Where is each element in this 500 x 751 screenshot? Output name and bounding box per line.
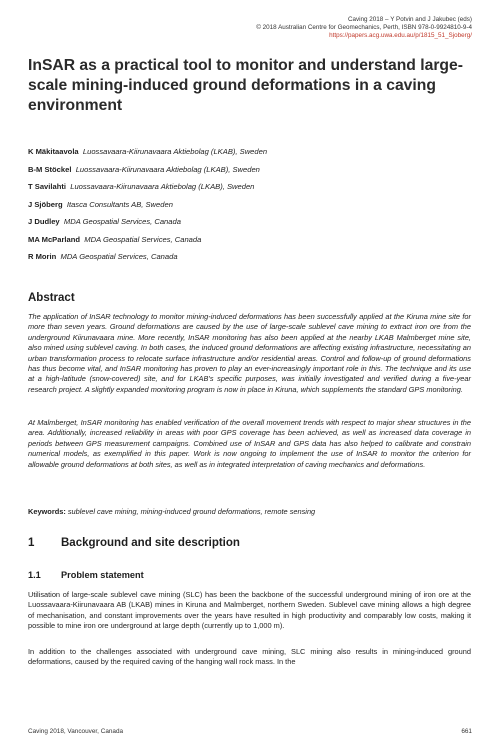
body-paragraph-2: In addition to the challenges associated with underground cave mining, SLC mining also results in mining-induced ground deformations, caused by the required caving of the hanging wall rock mass. In the [28, 647, 471, 667]
author-affiliation: MDA Geospatial Services, Canada [63, 217, 181, 226]
author-name: K Mäkitaavola [28, 147, 79, 156]
author-affiliation: Luossavaara-Kiirunavaara Aktiebolag (LKAB), Sweden [82, 147, 268, 156]
author-entry [28, 231, 472, 249]
paper-title: InSAR as a practical tool to monitor and understand large-scale mining-induced ground deformations in a caving environment [28, 57, 463, 114]
subsection-title: Problem statement [61, 570, 144, 580]
author-name: J Dudley [28, 217, 60, 226]
author-name: J Sjöberg [28, 199, 63, 209]
author-entry [28, 248, 472, 266]
abstract-heading: Abstract [28, 292, 75, 304]
author-entry [28, 178, 472, 196]
author-entry [28, 143, 472, 161]
keywords-text: sublevel cave mining, mining-induced ground deformations, remote sensing [67, 507, 316, 516]
section-title: Background and site description [61, 537, 240, 549]
keywords-line [28, 507, 471, 517]
author-affiliation: Luossavaara-Kiirunavaara Aktiebolag (LKAB), Sweden [70, 182, 255, 191]
footer-conference: Caving 2018, Vancouver, Canada [28, 728, 124, 735]
author-affiliation: Luossavaara-Kiirunavaara Aktiebolag (LKAB), Sweden [75, 164, 260, 174]
author-list [28, 143, 472, 266]
author-entry [28, 196, 472, 214]
body-paragraph-1: Utilisation of large-scale sublevel cave mining (SLC) has been the backbone of the successful underground mining of iron ore at the Luossavaara-Kiirunavaara AB (LKAB) mines in Kiruna and Malmberget, northern Sweden. Sublevel cave mining allows a high degree of mechanisation, and constant improvements over the years have resulted in high productivity and comparably low costs, making it possible to mine iron ore underground at large depth (currently up to 1,000 m). [28, 590, 471, 631]
subsection-number: 1.1 [28, 570, 41, 580]
author-affiliation: MDA Geospatial Services, Canada [60, 252, 178, 261]
author-entry [28, 161, 472, 179]
section-number: 1 [28, 537, 35, 549]
author-name: T Savilahti [28, 182, 66, 191]
page-number: 661 [461, 728, 472, 735]
subsection-1-1-heading [28, 570, 144, 580]
keywords-label: Keywords: [28, 507, 66, 516]
author-affiliation: Itasca Consultants AB, Sweden [66, 199, 173, 209]
abstract-paragraph-2: At Malmberget, InSAR monitoring has enabled verification of the overall movement trends with respect to major shear structures in the area. Additionally, increased reliability in areas with poor GPS coverage has been achieved, as well as increased data coverage in periods between GPS measurement campaigns. Combined use of InSAR and GPS data has also helped to calibrate and constrain numerical models, as exemplified in this paper. Work is now ongoing to implement the use of InSAR to monitor the criterion for allowable ground deformations at both sites, as well as in integrated interpretation of caving mechanics and deformations. [28, 418, 471, 469]
author-name: B-M Stöckel [28, 164, 72, 174]
abstract-paragraph-1: The application of InSAR technology to monitor mining-induced deformations has been successfully applied at the Kiruna mine site for more than seven years. Ground deformations are caused by the use of large-scale sublevel cave mining to extract iron ore from the underground Kiirunavaara mine. More recently, InSAR monitoring has also been applied at the nearby LKAB Malmberget mine site, also mined using sublevel caving. In both cases, the induced ground deformations are affecting existing infrastructure, necessitating an urban transformation process to relocate surface infrastructure and/or residential areas. Control and follow-up of ground deformations has thus become vital, and InSAR monitoring has proven to play an ever-increasingly important role in this. The technique and its use at a high-latitude (snow-covered) site, and for LKAB's specific purposes, was initially investigated and verified during a five-year research project. A slightly expanded monitoring program is now in place in Kiruna, which supplements the standard GPS monitoring. [28, 312, 471, 394]
header-line-1: Caving 2018 – Y Potvin and J Jakubec (eds) [347, 16, 472, 23]
header-url-link[interactable]: https://papers.acg.uwa.edu.au/p/1815_51_Sjoberg/ [329, 32, 472, 39]
author-name: R Morin [28, 252, 57, 261]
author-entry [28, 213, 472, 231]
author-affiliation: MDA Geospatial Services, Canada [84, 234, 202, 244]
author-name: MA McParland [28, 234, 81, 244]
header-line-2: © 2018 Australian Centre for Geomechanics, Perth, ISBN 978-0-9924810-9-4 [256, 24, 472, 31]
section-1-heading [28, 537, 240, 549]
publication-header [256, 16, 472, 40]
